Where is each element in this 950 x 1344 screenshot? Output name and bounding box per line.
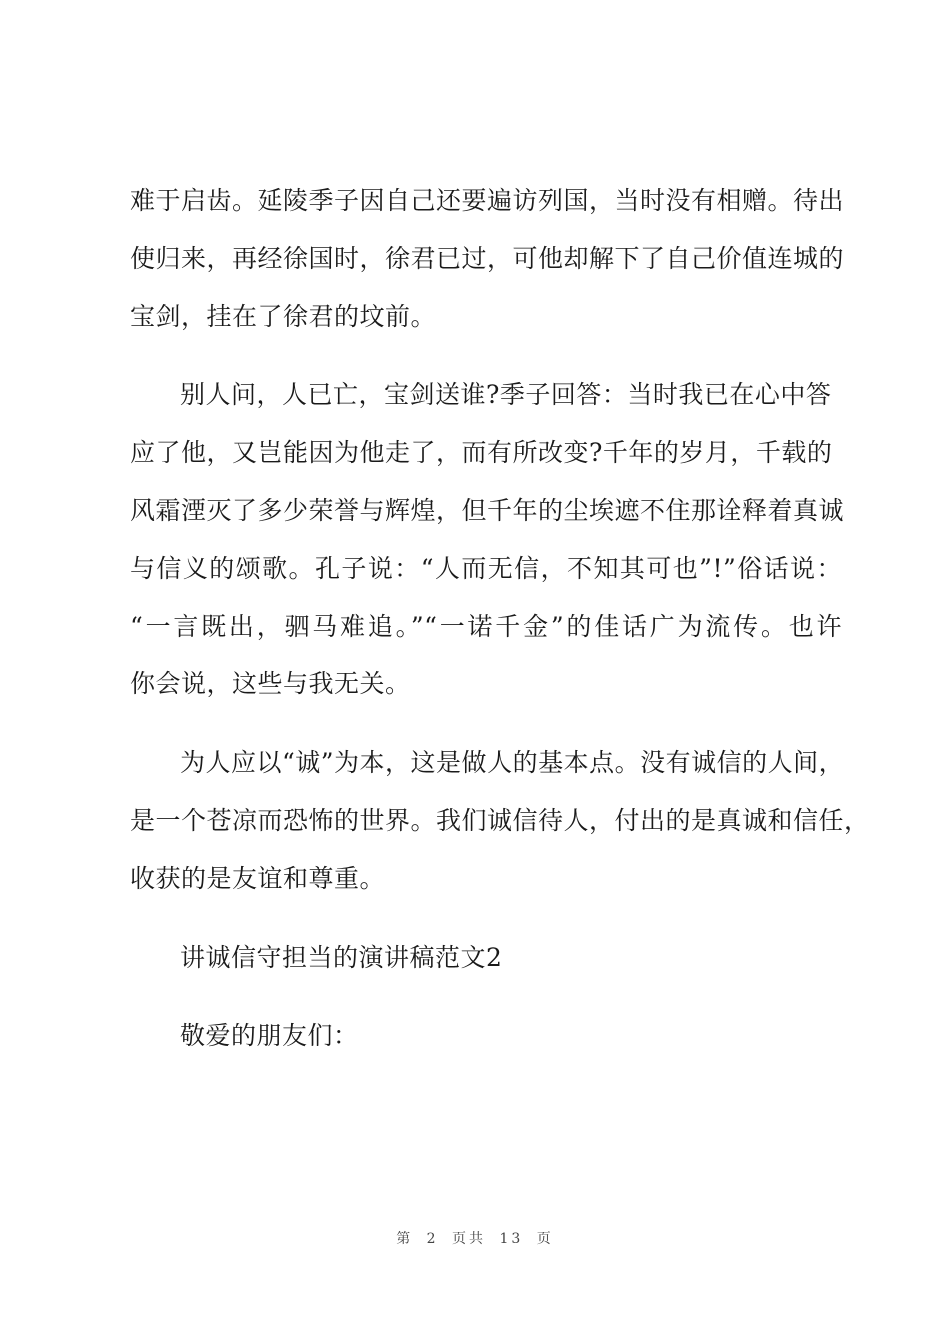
paragraph-line: 你会说，这些与我无关。 — [130, 669, 411, 699]
paragraph-line: 宝剑，挂在了徐君的坟前。 — [130, 301, 437, 331]
document-body — [130, 172, 870, 1065]
paragraph-line: 使归来，再经徐国时，徐君已过，可他却解下了自己价值连城的 — [130, 243, 845, 273]
paragraph-line: 难于启齿。延陵季子因自己还要遍访列国，当时没有相赠。待出 — [130, 186, 845, 215]
paragraph-line: 别人问，人已亡，宝剑送谁?季子回答：当时我已在心中答 — [180, 380, 832, 410]
heading-line: 讲诚信守担当的演讲稿范文2 — [180, 942, 503, 972]
paragraph-line: 是一个苍凉而恐怖的世界。我们诚信待人，付出的是真诚和信任， — [130, 805, 870, 835]
paragraph-line: 应了他，又岂能因为他走了，而有所改变?千年的岁月，千载的 — [130, 438, 833, 468]
paragraph-1 — [130, 172, 845, 345]
paragraph-3 — [130, 734, 870, 907]
paragraph-line: “一言既出，驷马难追。”“一诺千金”的佳话广为流传。也许 — [130, 611, 842, 641]
paragraph-2 — [130, 366, 845, 713]
paragraph-line: 风霜湮灭了多少荣誉与辉煌，但千年的尘埃遮不住那诠释着真诚 — [130, 495, 845, 525]
section-heading — [130, 929, 842, 987]
salutation-line: 敬爱的朋友们： — [180, 1021, 359, 1051]
page-number-footer: 第 2 页共 13 页 — [396, 1231, 554, 1247]
paragraph-line: 与信义的颂歌。孔子说：“人而无信，不知其可也”!”俗话说： — [130, 553, 842, 583]
salutation — [130, 1007, 842, 1065]
paragraph-line: 收获的是友谊和尊重。 — [130, 863, 386, 893]
paragraph-line: 为人应以“诚”为本，这是做人的基本点。没有诚信的人间， — [180, 748, 845, 778]
